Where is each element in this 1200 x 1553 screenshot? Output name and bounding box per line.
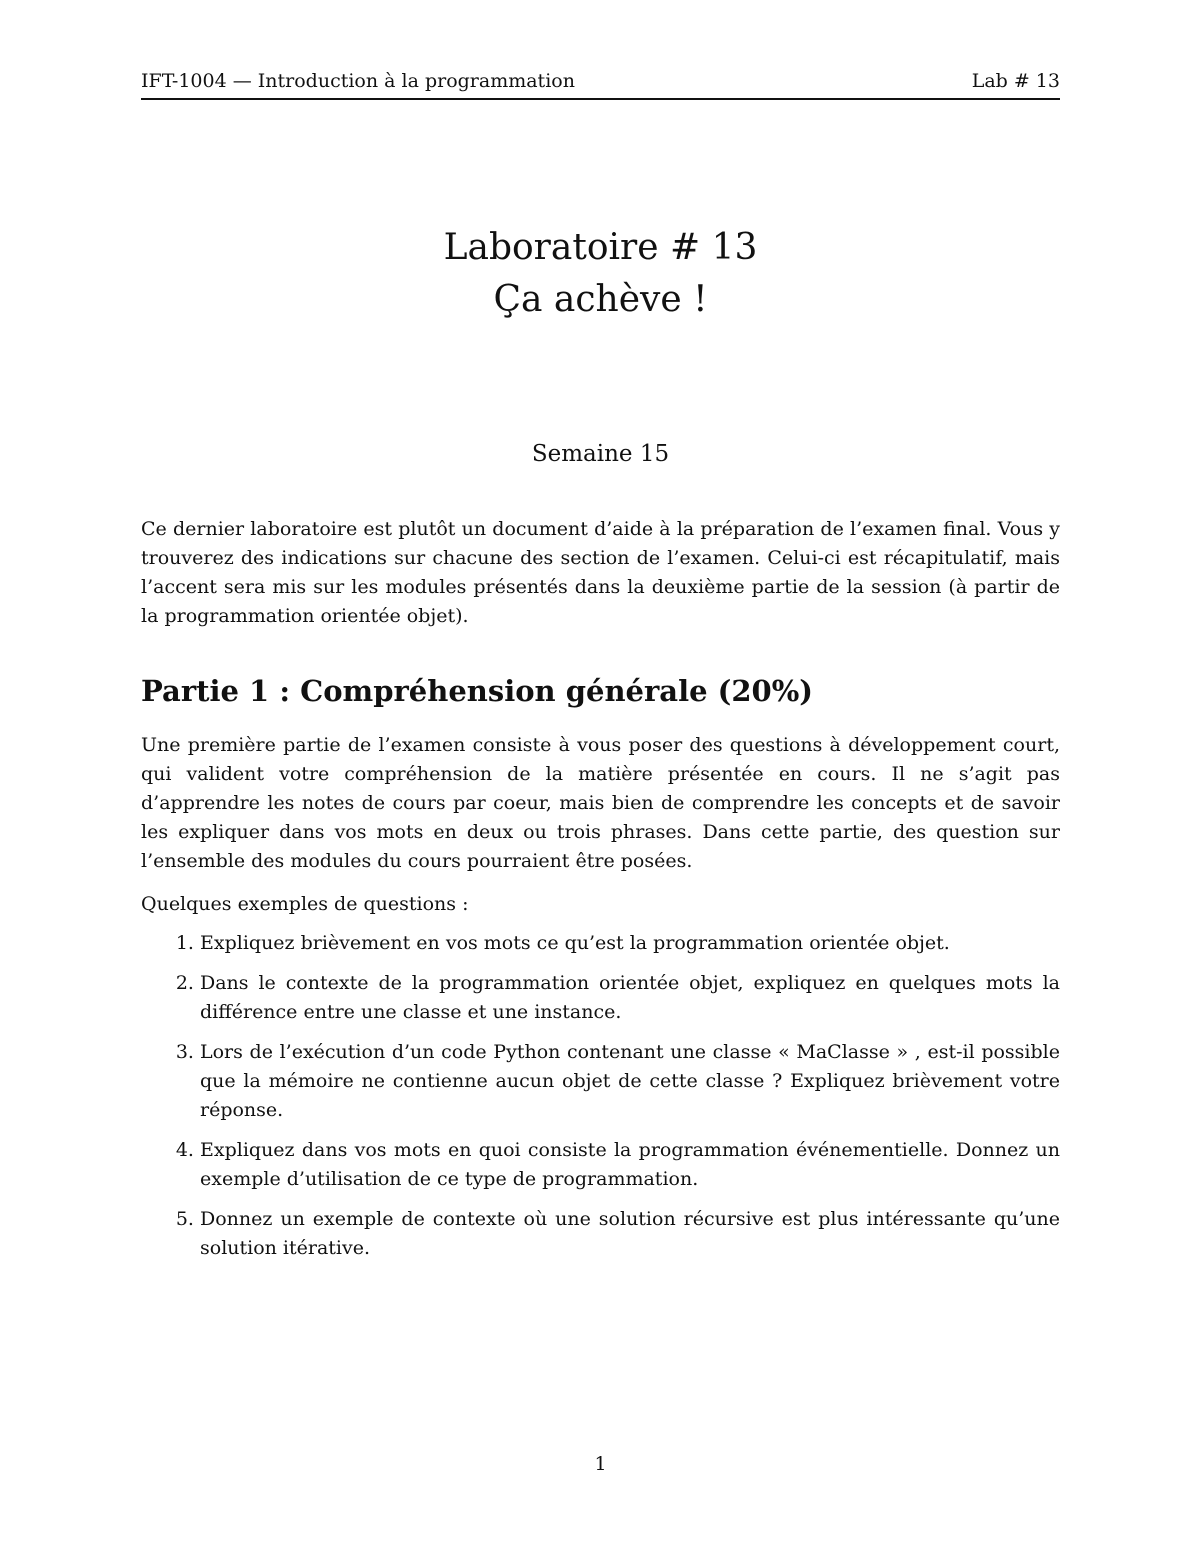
questions-list	[141, 929, 1060, 1263]
page-number: 1	[594, 1453, 607, 1475]
section-heading: Partie 1 : Compréhension générale (20%)	[141, 674, 813, 708]
question-item: 2. Dans le contexte de la programmation orientée objet, expliquez en quelques mots la différence entre une classe et une instance.	[200, 969, 1060, 1027]
lab-number: Lab # 13	[971, 70, 1060, 92]
week-label: Semaine 15	[531, 441, 670, 467]
examples-intro: Quelques exemples de questions :	[141, 893, 469, 915]
title-line-1: Laboratoire # 13	[443, 227, 758, 268]
section-paragraph: Une première partie de l’examen consiste à vous poser des questions à développement court, qui valident votre compréhension de la matière présentée en cours. Il ne s’agit pas d’apprendre les notes de cours par coeur, mais bien de comprendre les concepts et de savoir les expliquer dans vos mots en deux ou trois phrases. Dans cette partie, des question sur l’ensemble des modules du cours pourraient être posées.	[141, 734, 1060, 872]
question-item: 3. Lors de l’exécution d’un code Python contenant une classe « MaClasse » , est-il possible que la mémoire ne contienne aucun objet de cette classe ? Expliquez brièvement votre réponse.	[200, 1038, 1060, 1125]
question-item: 1. Expliquez brièvement en vos mots ce qu’est la programmation orientée objet.	[200, 929, 1060, 958]
question-item: 4. Expliquez dans vos mots en quoi consiste la programmation événementielle. Donnez un exemple d’utilisation de ce type de programmation.	[200, 1136, 1060, 1194]
running-header	[141, 68, 1060, 100]
question-item: 5. Donnez un exemple de contexte où une solution récursive est plus intéressante qu’une solution itérative.	[200, 1205, 1060, 1263]
title-line-2: Ça achève !	[493, 279, 708, 320]
intro-paragraph: Ce dernier laboratoire est plutôt un document d’aide à la préparation de l’examen final. Vous y trouverez des indications sur chacune des section de l’examen. Celui-ci est récapitulatif, mais l’accent sera mis sur les modules présentés dans la deuxième partie de la session (à partir de la programmation orientée objet).	[141, 518, 1060, 627]
course-title: IFT-1004 — Introduction à la programmation	[141, 70, 575, 92]
main-content	[141, 515, 1060, 1274]
document-title	[141, 222, 1060, 326]
